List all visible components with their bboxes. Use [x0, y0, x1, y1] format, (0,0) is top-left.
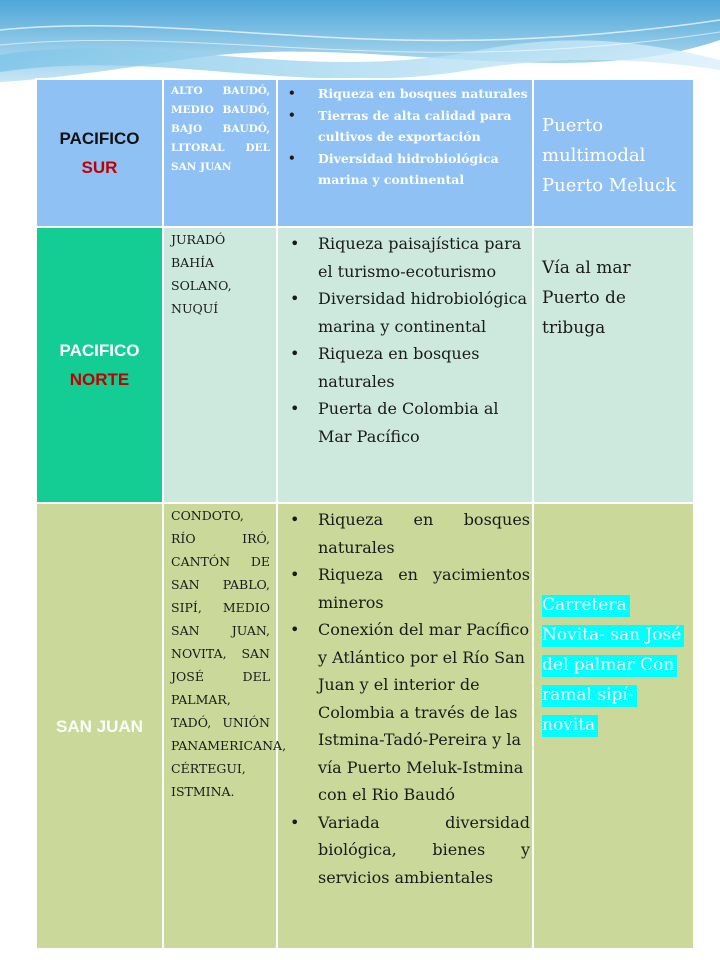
- list-item: • Diversidad hidrobiológica marina y continental: [318, 148, 530, 191]
- region-name: SAN JUAN: [56, 716, 143, 736]
- list-item: • Tierras de alta calidad para cultivos de exportación: [318, 105, 530, 148]
- ports-cell: Puerto multimodal Puerto Meluck: [533, 79, 694, 227]
- list-item: • Riqueza en yacimientos mineros: [318, 561, 530, 616]
- potentials-cell: [277, 227, 533, 503]
- list-item: • Riqueza en bosques naturales: [318, 506, 530, 561]
- list-item: • Diversidad hidrobiológica marina y continental: [318, 285, 530, 340]
- table-row: [36, 503, 694, 949]
- potentials-list: [278, 504, 532, 891]
- list-item: • Riqueza paisajística para el turismo-ecoturismo: [318, 230, 530, 285]
- list-item: • Variada diversidad biológica, bienes y servicios ambientales: [318, 809, 530, 892]
- list-item: • Riqueza en bosques naturales: [318, 340, 530, 395]
- potentials-cell: [277, 503, 533, 949]
- list-item: • Puerta de Colombia al Mar Pacífico: [318, 395, 530, 450]
- regions-table: [35, 78, 695, 950]
- table-row: [36, 79, 694, 227]
- highlighted-route-text: Carretera Novita- san José del palmar Con ramal sipí-novita: [542, 595, 684, 737]
- region-cell: [36, 503, 163, 949]
- region-subname: NORTE: [69, 370, 130, 389]
- potentials-list: [278, 228, 532, 450]
- table-row: [36, 227, 694, 503]
- region-subname: SUR: [81, 158, 118, 177]
- region-cell: [36, 227, 163, 503]
- list-item: • Riqueza en bosques naturales: [318, 83, 530, 105]
- list-item: • Conexión del mar Pacífico y Atlántico por el Río San Juan y el interior de Colombia a través de las Istmina-Tadó-Pereira y la vía Puerto Meluk-Istmina con el Rio Baudó: [318, 616, 530, 809]
- ports-cell: Vía al mar Puerto de tribuga: [533, 227, 694, 503]
- municipalities-cell: CONDOTO, RÍO IRÓ, CANTÓN DE SAN PABLO, SIPÍ, MEDIO SAN JUAN, NOVITA, SAN JOSÉ DEL PALMAR, TADÓ, UNIÓN PANAMERICANA, CÉRTEGUI, ISTMINA.: [163, 503, 277, 949]
- potentials-list: [278, 80, 532, 191]
- municipalities-cell: JURADÓ BAHÍA SOLANO, NUQUÍ: [163, 227, 277, 503]
- ports-cell: [533, 503, 694, 949]
- municipalities-cell: ALTO BAUDÓ, MEDIO BAUDÓ, BAJO BAUDÓ, LITORAL DEL SAN JUAN: [163, 79, 277, 227]
- potentials-cell: [277, 79, 533, 227]
- region-cell: [36, 79, 163, 227]
- region-name: PACIFICO: [59, 341, 140, 360]
- region-name: PACIFICO: [59, 129, 140, 148]
